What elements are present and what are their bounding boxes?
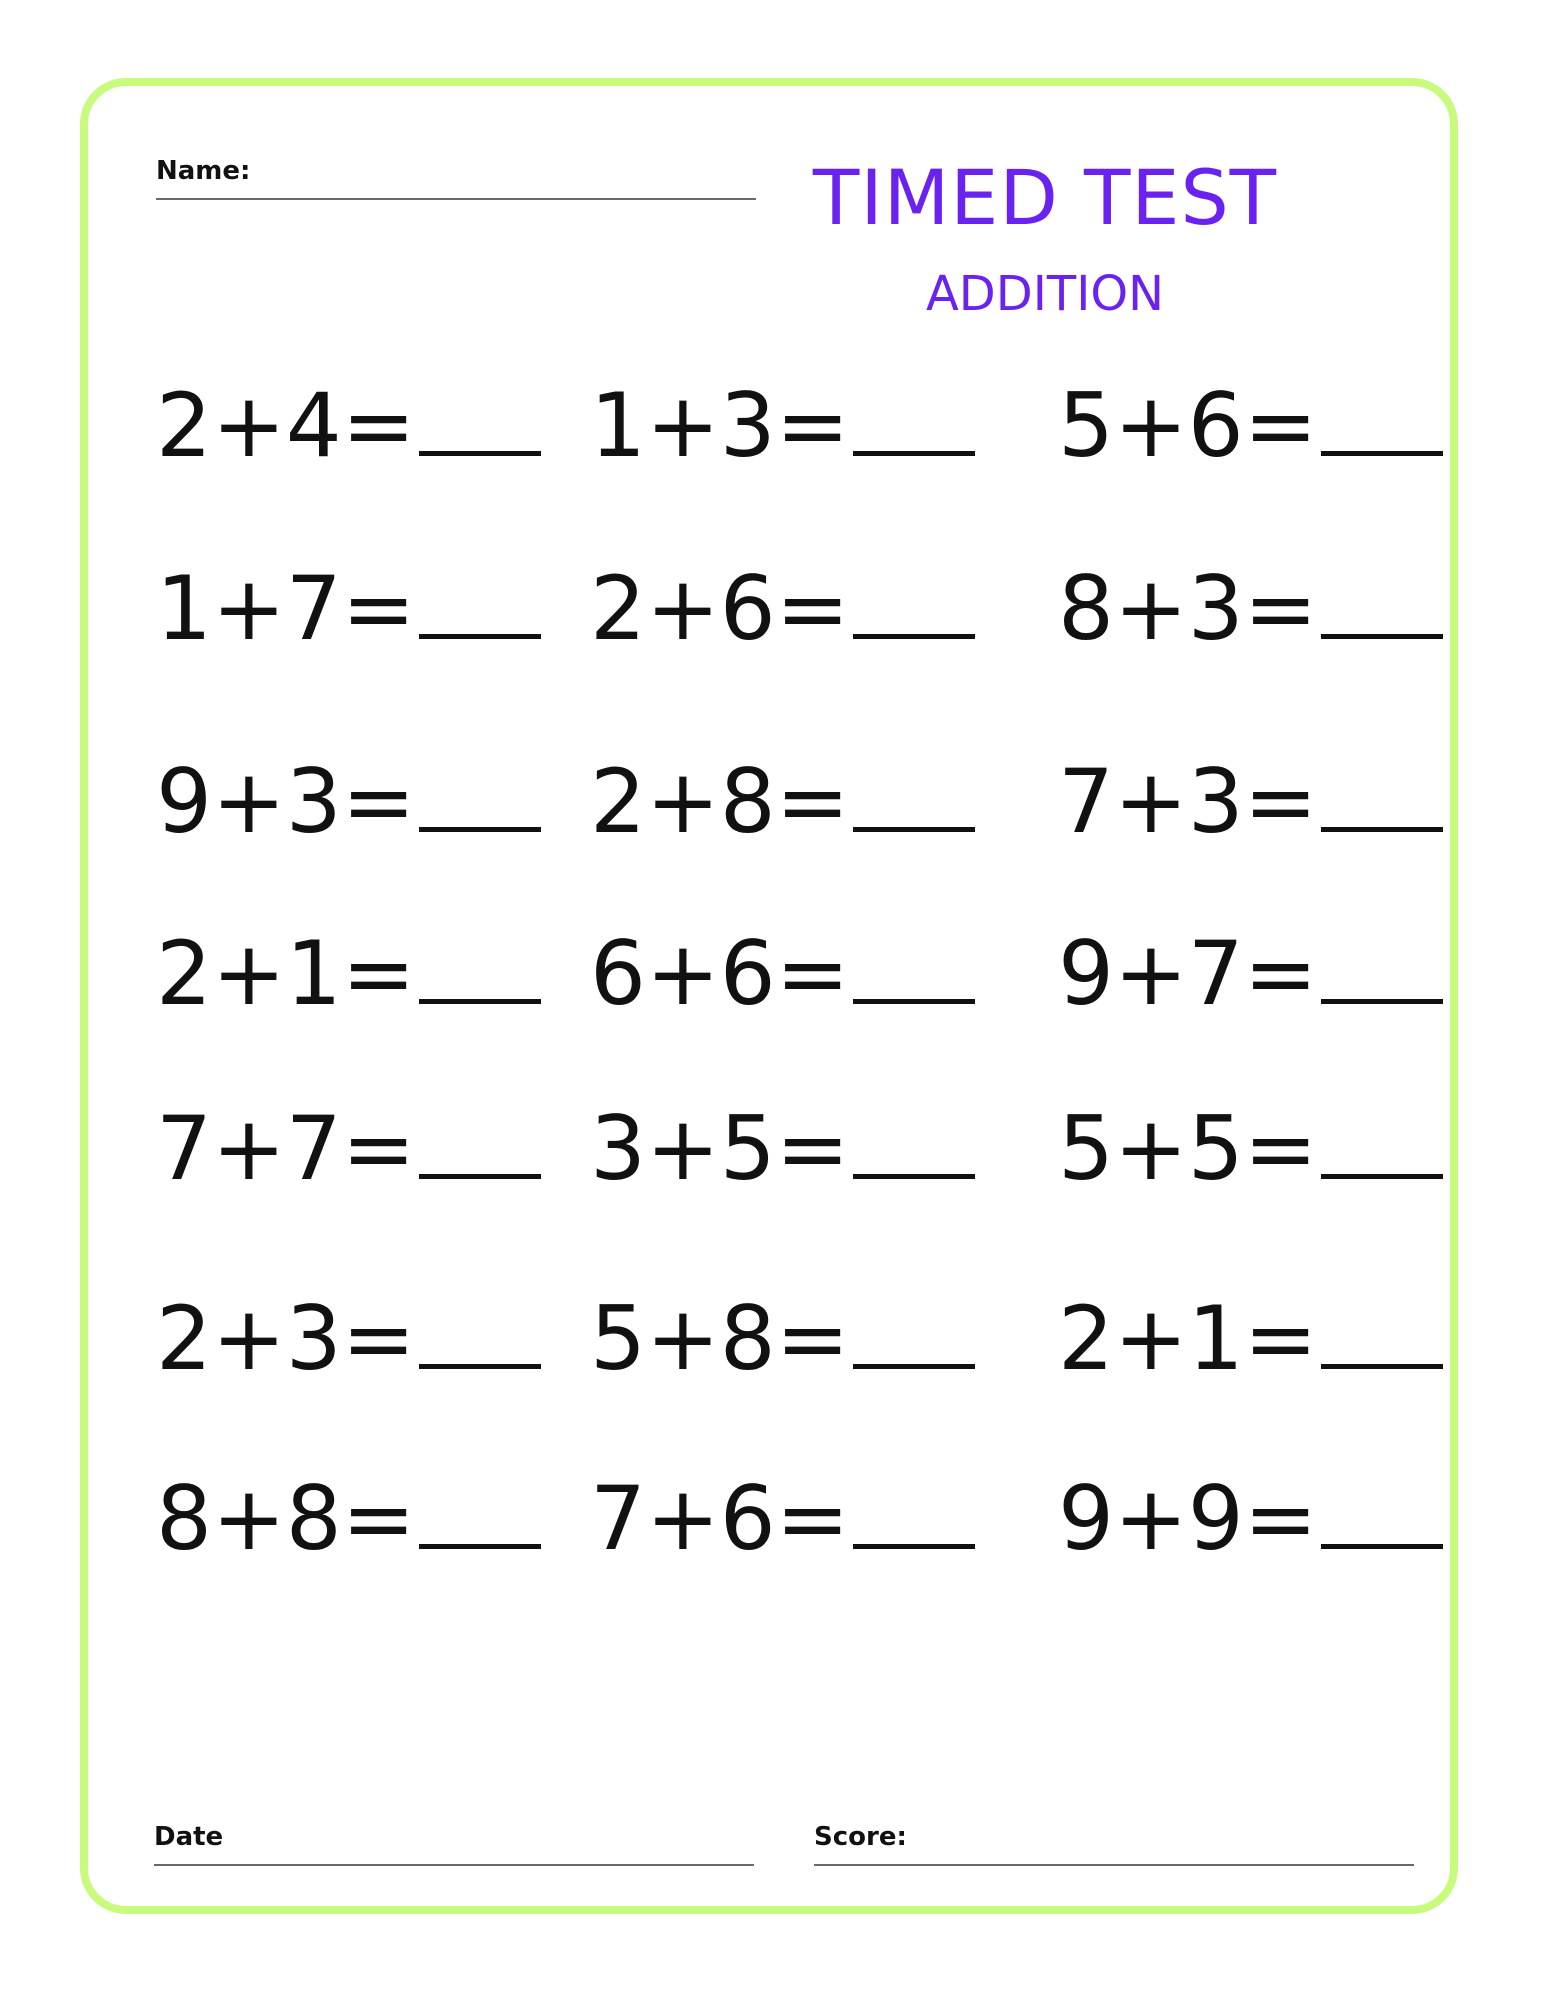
addition-problem — [1058, 557, 1443, 660]
answer-blank[interactable] — [1321, 1174, 1443, 1179]
problem-equation: 9+3= — [156, 750, 416, 853]
problem-equation: 9+9= — [1058, 1467, 1318, 1570]
problem-equation: 8+3= — [1058, 557, 1318, 660]
addition-problem — [590, 1097, 975, 1200]
worksheet-title: TIMED TEST — [812, 153, 1278, 242]
addition-problem — [590, 1467, 975, 1570]
problem-equation: 6+6= — [590, 922, 850, 1025]
answer-blank[interactable] — [419, 634, 541, 639]
addition-problem — [590, 1287, 975, 1390]
answer-blank[interactable] — [853, 451, 975, 456]
answer-blank[interactable] — [853, 999, 975, 1004]
addition-problem — [590, 557, 975, 660]
problem-equation: 2+8= — [590, 750, 850, 853]
name-label: Name: — [156, 156, 251, 186]
worksheet-subtitle: ADDITION — [925, 266, 1165, 322]
date-field[interactable] — [154, 1864, 754, 1866]
answer-blank[interactable] — [1321, 634, 1443, 639]
addition-problem — [1058, 374, 1443, 477]
score-field[interactable] — [814, 1864, 1414, 1866]
addition-problem — [156, 750, 541, 853]
problem-equation: 5+5= — [1058, 1097, 1318, 1200]
addition-problem — [156, 922, 541, 1025]
answer-blank[interactable] — [853, 827, 975, 832]
answer-blank[interactable] — [1321, 1544, 1443, 1549]
answer-blank[interactable] — [853, 1364, 975, 1369]
problem-equation: 1+7= — [156, 557, 416, 660]
problem-equation: 5+8= — [590, 1287, 850, 1390]
addition-problem — [590, 750, 975, 853]
addition-problem — [1058, 922, 1443, 1025]
addition-problem — [156, 557, 541, 660]
addition-problem — [1058, 1287, 1443, 1390]
problem-equation: 7+7= — [156, 1097, 416, 1200]
addition-problem — [590, 922, 975, 1025]
score-label: Score: — [814, 1822, 907, 1852]
addition-problem — [590, 374, 975, 477]
problem-equation: 1+3= — [590, 374, 850, 477]
answer-blank[interactable] — [419, 827, 541, 832]
problem-equation: 8+8= — [156, 1467, 416, 1570]
answer-blank[interactable] — [853, 634, 975, 639]
addition-problem — [1058, 1467, 1443, 1570]
answer-blank[interactable] — [1321, 827, 1443, 832]
addition-problem — [156, 1287, 541, 1390]
answer-blank[interactable] — [419, 999, 541, 1004]
answer-blank[interactable] — [419, 451, 541, 456]
answer-blank[interactable] — [419, 1174, 541, 1179]
answer-blank[interactable] — [1321, 999, 1443, 1004]
addition-problem — [1058, 1097, 1443, 1200]
problem-equation: 9+7= — [1058, 922, 1318, 1025]
answer-blank[interactable] — [419, 1544, 541, 1549]
problem-equation: 7+6= — [590, 1467, 850, 1570]
problem-equation: 2+3= — [156, 1287, 416, 1390]
problem-equation: 2+6= — [590, 557, 850, 660]
addition-problem — [156, 374, 541, 477]
answer-blank[interactable] — [1321, 451, 1443, 456]
problem-equation: 2+1= — [1058, 1287, 1318, 1390]
problem-equation: 2+4= — [156, 374, 416, 477]
addition-problem — [156, 1467, 541, 1570]
answer-blank[interactable] — [1321, 1364, 1443, 1369]
answer-blank[interactable] — [853, 1544, 975, 1549]
addition-problem — [156, 1097, 541, 1200]
problem-equation: 7+3= — [1058, 750, 1318, 853]
addition-problem — [1058, 750, 1443, 853]
answer-blank[interactable] — [853, 1174, 975, 1179]
date-label: Date — [154, 1822, 224, 1852]
name-field[interactable] — [156, 198, 756, 200]
answer-blank[interactable] — [419, 1364, 541, 1369]
problem-equation: 5+6= — [1058, 374, 1318, 477]
problem-equation: 3+5= — [590, 1097, 850, 1200]
problem-equation: 2+1= — [156, 922, 416, 1025]
